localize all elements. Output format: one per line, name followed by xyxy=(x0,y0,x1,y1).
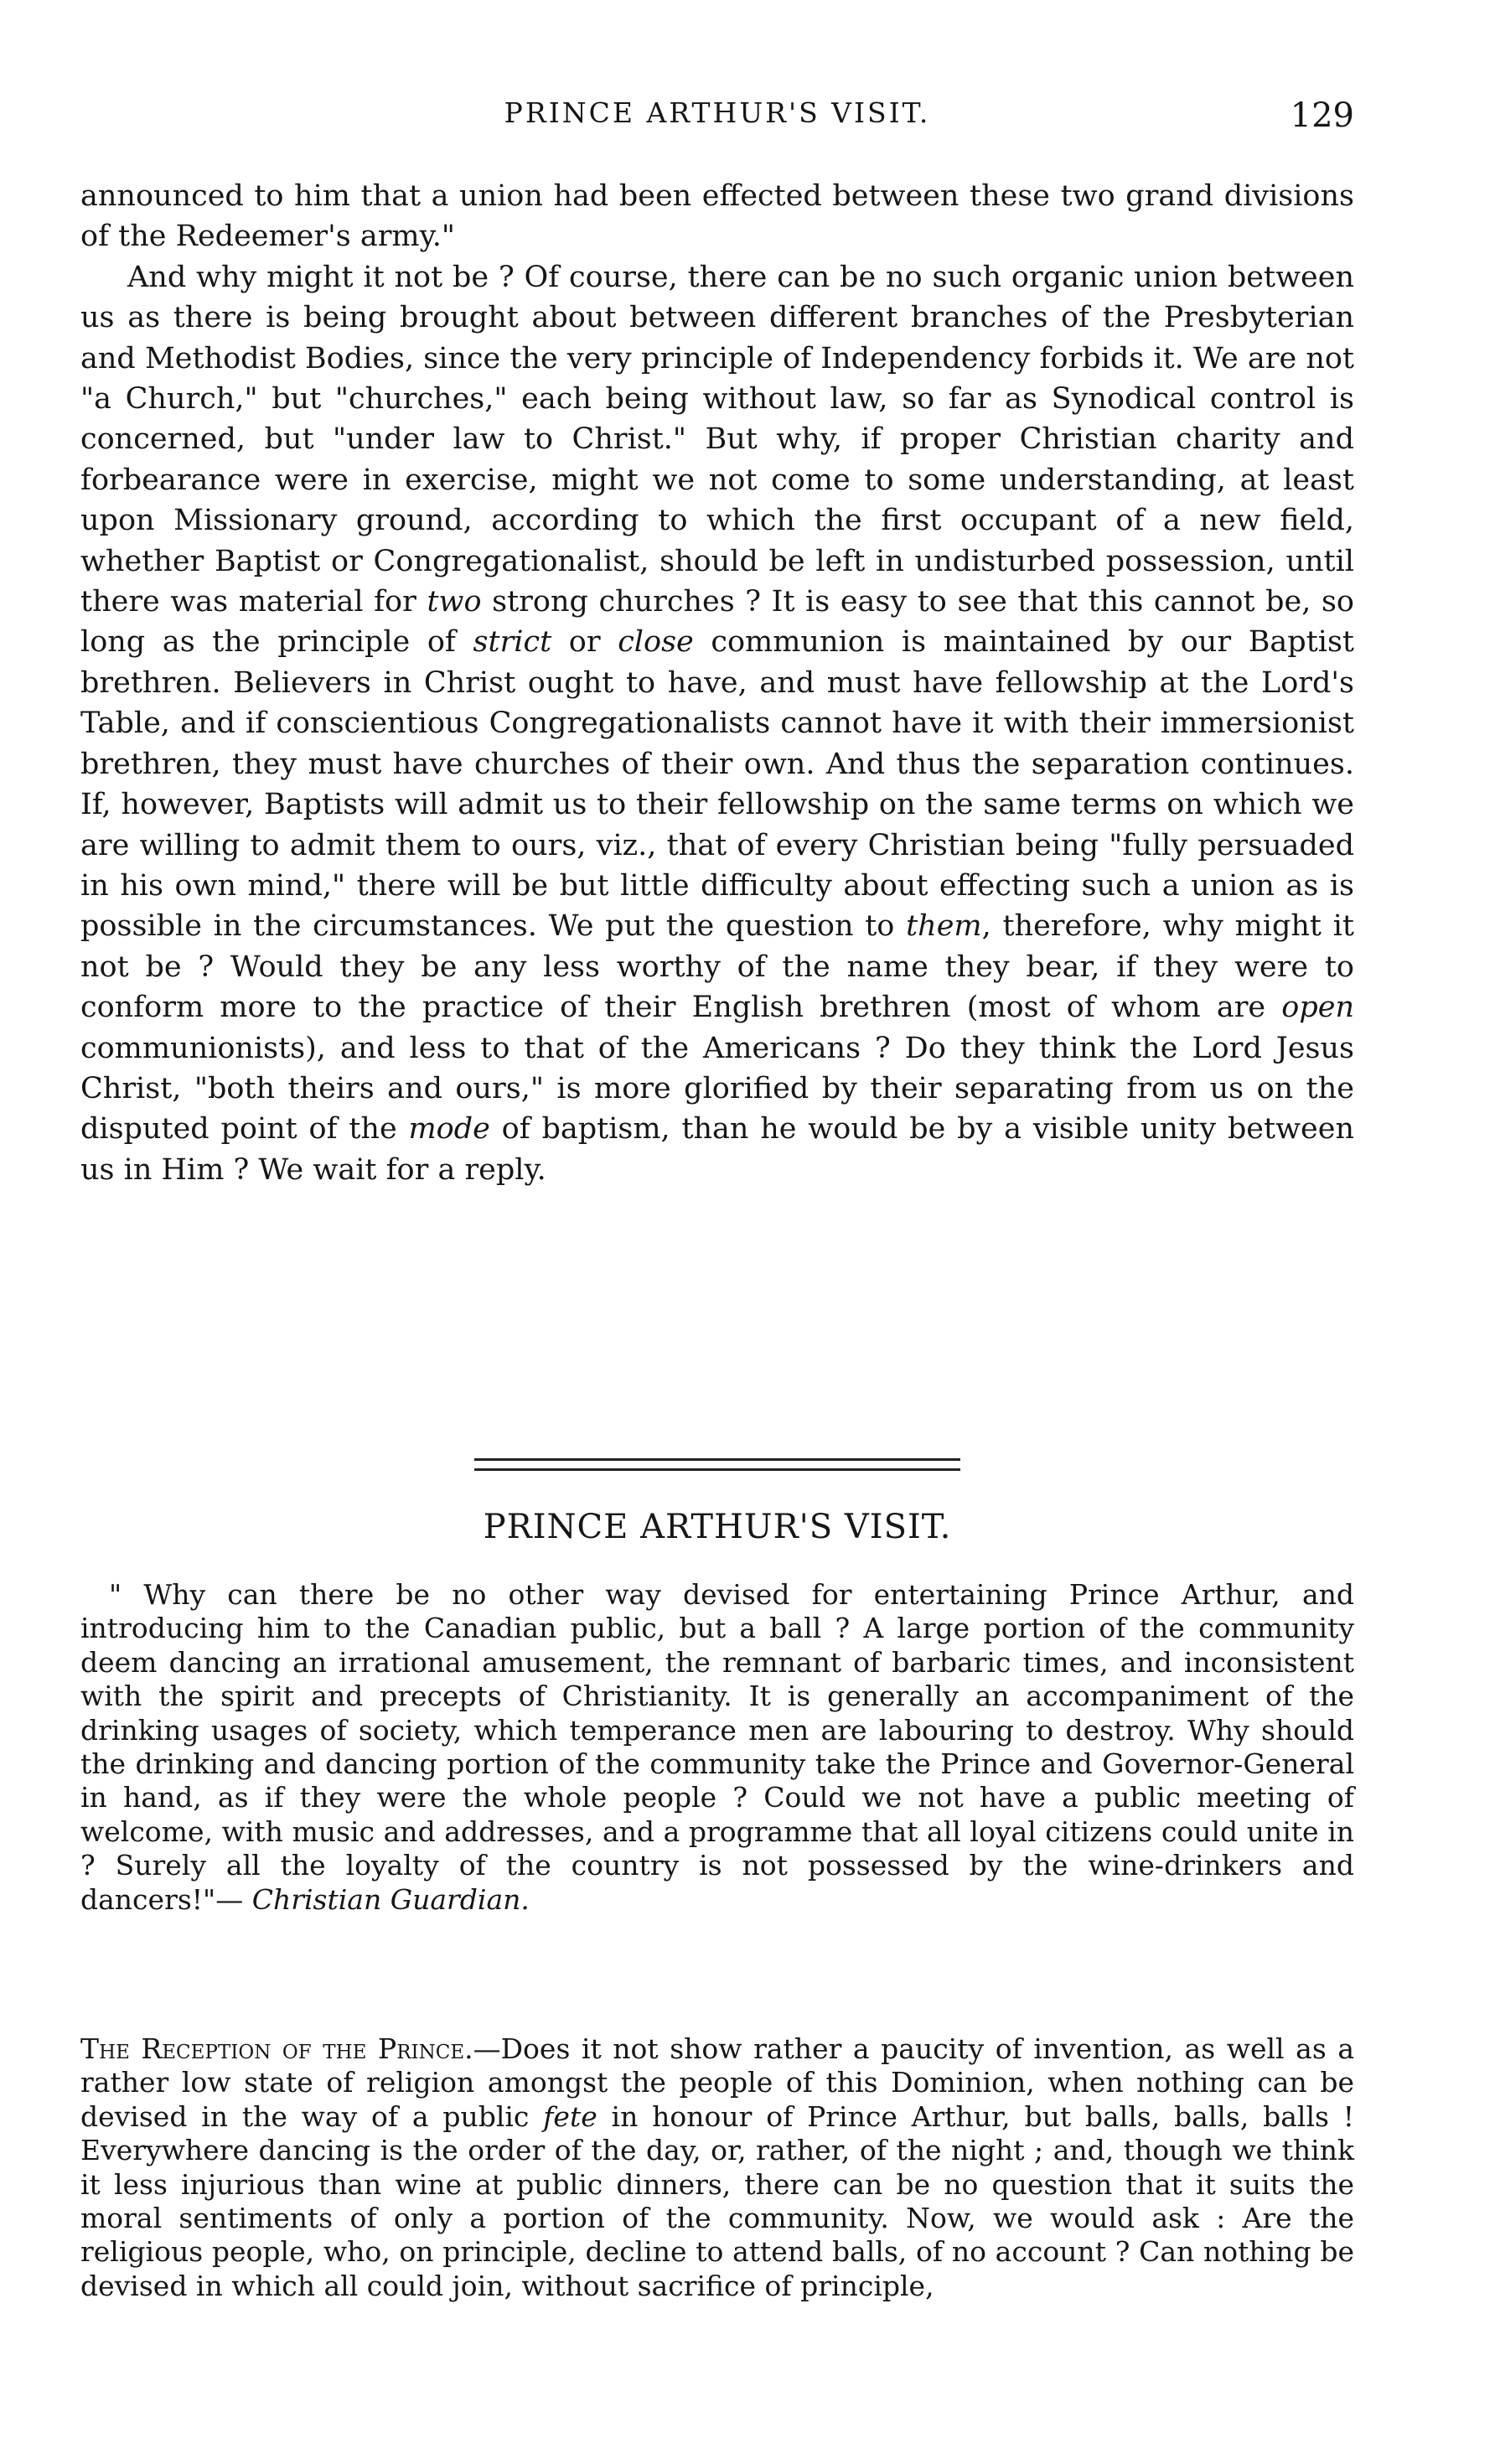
reception-paragraph xyxy=(80,2032,1354,2303)
reception-article xyxy=(80,2032,1354,2303)
text-run: of baptism, than he would be by a visible unity between us in Him ? We wait for a reply. xyxy=(80,1112,1354,1187)
text-run: And why might it not be ? Of course, there can be no such organic union between us as there is being brought about between different branches of the Presbyterian and Methodist Bodies, since the very principle of Independency forbids it. We are not "a Church," but "churches," each being without law, so far as Synodical control is concerned, but "under law to Christ." But why, if proper Christian charity and forbearance were in exercise, might we not come to some understanding, at least upon Missionary ground, according to which the first occupant of a new field, whether Baptist or Congregationalist, should be left in undisturbed possession, until there was material for xyxy=(80,260,1354,619)
paragraph-union-question xyxy=(80,257,1354,1190)
running-title: PRINCE ARTHUR'S VISIT. xyxy=(504,96,931,129)
section-heading: PRINCE ARTHUR'S VISIT. xyxy=(483,1508,952,1546)
italic-close: close xyxy=(618,625,694,660)
quoted-extract xyxy=(80,1578,1354,1917)
text-run: strong churches ? It is easy to see that this cannot be, so long as the principle of xyxy=(80,585,1354,660)
text-run: communion is maintained by our Baptist brethren. Believers in Christ ought to have, and must have fellowship at the Lord's Table, and if conscientious Congregationalists cannot have it with their immersionist brethren, they must have churches of their own. And thus the separation continues. If, however, Baptists will admit us to their fellowship on the same terms on which we are willing to admit them to ours, viz., that of every Christian being "fully persuaded in his own mind," there will be but little difficulty about effecting such a union as is possible in the circumstances. We put the question to xyxy=(80,625,1354,944)
article-continuation xyxy=(80,176,1354,1190)
section-divider xyxy=(474,1458,960,1478)
text-run: , therefore, why might it not be ? Would they be any less worthy of the name they bear, if they were to conform more to the practice of their English brethren (most of whom are xyxy=(80,909,1354,1025)
book-page xyxy=(80,0,1354,2464)
text-run: or xyxy=(551,625,618,660)
text-run: in honour of Prince Arthur, but balls, balls, balls ! Everywhere dancing is the order of the day, or, rather, of the night ; and, though we think it less injurious than wine at public dinners, there can be no question that it suits the moral sentiments of only a portion of the community. Now, we would ask : Are the religious people, who, on principle, decline to attend balls, of no account ? Can nothing be devised in which all could join, without sacrifice of principle, xyxy=(80,2099,1355,2302)
italic-open: open xyxy=(1281,991,1354,1025)
italic-them: them xyxy=(906,909,982,944)
paragraph-continued: announced to him that a union had been effected between these two grand divisions of the Redeemer's army." xyxy=(80,179,1354,254)
page-number: 129 xyxy=(1290,96,1354,135)
divider-rule-bottom xyxy=(474,1468,960,1471)
reception-lead: The Reception of the Prince. xyxy=(80,2032,473,2065)
italic-two: two xyxy=(427,585,482,619)
italic-fete: fete xyxy=(543,2099,597,2133)
text-run: communionists), and less to that of the Americans ? Do they think the Lord Jesus Christ, "both theirs and ours," is more glorified by their separating from us on the disputed point of the xyxy=(80,1031,1354,1147)
running-head xyxy=(80,96,1354,147)
quote-source: Christian Guardian. xyxy=(251,1882,530,1916)
italic-mode: mode xyxy=(408,1112,490,1147)
divider-rule-top xyxy=(474,1458,960,1461)
quote-paragraph xyxy=(80,1578,1354,1917)
text-run: —Does it not show rather a paucity of invention, as well as a rather low state of religion amongst the people of this Dominion, when nothing can be devised in the way of a public xyxy=(80,2032,1354,2133)
quote-text: " Why can there be no other way devised for entertaining Prince Arthur, and introducing him to the Canadian public, but a ball ? A large portion of the community deem dancing an irrational amusement, the remnant of barbaric times, and inconsistent with the spirit and precepts of Christianity. It is generally an accompaniment of the drinking usages of society, which temperance men are labouring to destroy. Why should the drinking and dancing portion of the community take the Prince and Governor-General in hand, as if they were the whole people ? Could we not have a public meeting of welcome, with music and addresses, and a programme that all loyal citizens could unite in ? Surely all the loyalty of the country is not possessed by the wine-drinkers and dancers!"— xyxy=(80,1578,1354,1916)
italic-strict: strict xyxy=(473,625,552,660)
